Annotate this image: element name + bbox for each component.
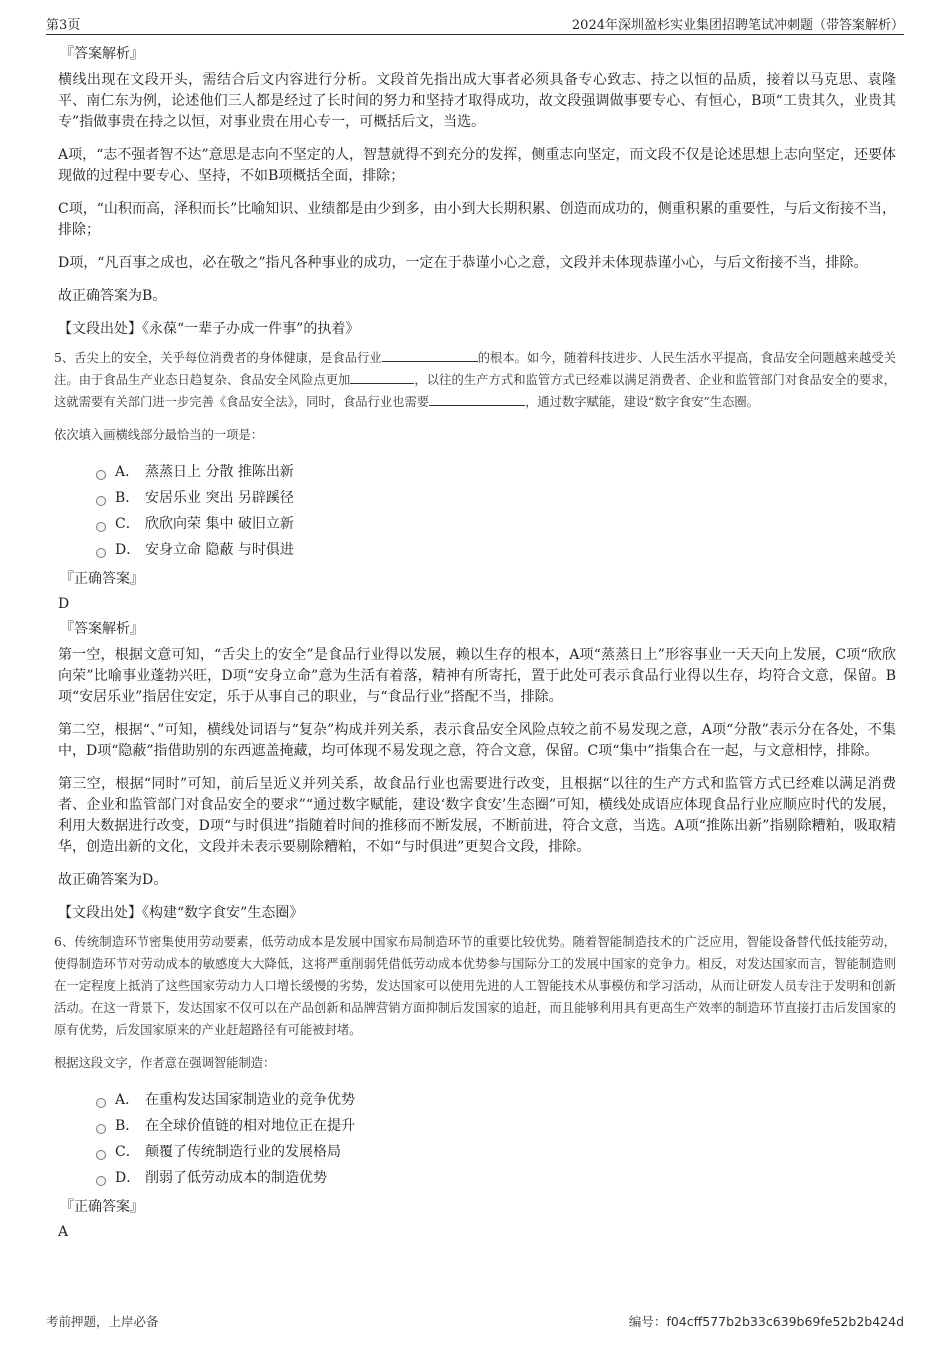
- source-citation: 【文段出处】《构建“数字食安”生态圈》: [58, 905, 304, 921]
- question-5-options: [96, 459, 896, 563]
- document-body: [56, 44, 896, 1247]
- page-number: 第3页: [46, 18, 81, 33]
- option-b[interactable]: B． 在全球价值链的相对地位正在提升: [96, 1113, 896, 1139]
- option-d[interactable]: D． 削弱了低劳动成本的制造优势: [96, 1165, 896, 1191]
- radio-icon[interactable]: [96, 470, 106, 480]
- analysis-paragraph: 第一空，根据文意可知，“舌尖上的安全”是食品行业得以发展，赖以生存的根本，A项“蒸蒸日上”形容事业一天天向上发展，C项“欣欣向荣”比喻事业蓬勃兴旺，D项“安身立命”意为生活有着落，精神有所寄托，置于此处可表示食品行业得以生存，均符合文意，保留。B项“安居乐业”指居住安定，乐于从事自己的职业，与“食品行业”搭配不当，排除。: [58, 647, 896, 705]
- document-code: 编号：f04cff577b2b33c639b69fe52b2b424d: [628, 1314, 904, 1329]
- analysis-paragraph: 横线出现在文段开头，需结合后文内容进行分析。文段首先指出成大事者必须具备专心致志、持之以恒的品质，接着以马克思、袁隆平、南仁东为例，论述他们三人都是经过了长时间的努力和坚持才取得成功，故文段强调做事要专心、有恒心，B项“工贵其久，业贵其专”指做事贵在持之以恒，对事业贵在用心专一，可概括后文，当选。: [58, 72, 896, 130]
- conclusion: 故正确答案为D。: [58, 872, 168, 888]
- question-5-text: 5、舌尖上的安全，关乎每位消费者的身体健康，是食品行业 的根本。如今，随着科技进步、人民生活水平提高，食品安全问题越来越受关注。由于食品生产业态日趋复杂、食品安全风险点更加 ，以往的生产方式和监管方式已经难以满足消费者、企业和监管部门对食品安全的要求，这就需要有关部门进一步完善《食品安全法》，同时，食品行业也需要 ，通过数字赋能，建设“数字食安”生态圈。: [54, 351, 896, 409]
- answer-tag: 『正确答案』: [60, 1199, 144, 1215]
- blank-3: [429, 393, 525, 406]
- analysis-paragraph: C项，“山积而高，泽积而长”比喻知识、业绩都是由少到多，由小到大长期积累、创造而成功的，侧重积累的重要性，与后文衔接不当，排除；: [58, 201, 896, 238]
- question-6-prompt: 根据这段文字，作者意在强调智能制造：: [54, 1056, 276, 1070]
- question-5-prompt: 依次填入画横线部分最恰当的一项是：: [54, 428, 264, 442]
- question-6-options: [96, 1087, 896, 1191]
- radio-icon[interactable]: [96, 522, 106, 532]
- footer-slogan: 考前押题，上岸必备: [46, 1314, 159, 1329]
- option-d[interactable]: D． 安身立命 隐蔽 与时俱进: [96, 537, 896, 563]
- blank-2: [350, 371, 414, 384]
- option-c[interactable]: C． 颠覆了传统制造行业的发展格局: [96, 1139, 896, 1165]
- radio-icon[interactable]: [96, 1098, 106, 1108]
- conclusion: 故正确答案为B。: [58, 288, 167, 304]
- option-c[interactable]: C． 欣欣向荣 集中 破旧立新: [96, 511, 896, 537]
- option-a[interactable]: A． 在重构发达国家制造业的竞争优势: [96, 1087, 896, 1113]
- correct-answer: A: [58, 1224, 69, 1240]
- analysis-paragraph: 第三空，根据“同时”可知，前后呈近义并列关系，故食品行业也需要进行改变，且根据“以往的生产方式和监管方式已经难以满足消费者、企业和监管部门对食品安全的要求”“通过数字赋能，建设‘数字食安’生态圈”可知，横线处成语应体现食品行业应顺应时代的发展，利用大数据进行改变，D项“与时俱进”指随着时间的推移而不断发展，不断前进，符合文意，当选。A项“推陈出新”指剔除糟粕，吸取精华，创造出新的文化，文段并未表示要剔除糟粕，不如“与时俱进”更契合文段，排除。: [58, 776, 896, 855]
- radio-icon[interactable]: [96, 1150, 106, 1160]
- document-title: 2024年深圳盈杉实业集团招聘笔试冲刺题（带答案解析）: [571, 18, 904, 33]
- analysis-paragraph: D项，“凡百事之成也，必在敬之”指凡各种事业的成功，一定在于恭谨小心之意，文段并未体现恭谨小心，与后文衔接不当，排除。: [58, 255, 868, 271]
- answer-tag: 『正确答案』: [60, 571, 144, 587]
- question-6-text: 6、传统制造环节密集使用劳动要素，低劳动成本是发展中国家布局制造环节的重要比较优势。随着智能制造技术的广泛应用，智能设备替代低技能劳动，使得制造环节对劳动成本的敏感度大大降低，这将严重削弱凭借低劳动成本优势参与国际分工的发展中国家的竞争力。相反，对发达国家而言，智能制造则在一定程度上抵消了这些国家劳动力人口增长缓慢的劣势，发达国家可以使用先进的人工智能技术从事模仿和学习活动，从而让研发人员专注于发明和创新活动。在这一背景下，发达国家不仅可以在产品创新和品牌营销方面抑制后发国家的追赶，而且能够利用具有更高生产效率的制造环节直接打击后发国家的原有优势，后发国家原来的产业赶超路径有可能被封堵。: [54, 935, 896, 1037]
- radio-icon[interactable]: [96, 1176, 106, 1186]
- analysis-tag: 『答案解析』: [60, 621, 144, 637]
- analysis-tag: 『答案解析』: [60, 46, 144, 62]
- radio-icon[interactable]: [96, 496, 106, 506]
- option-b[interactable]: B． 安居乐业 突出 另辟蹊径: [96, 485, 896, 511]
- page-header: [46, 12, 904, 35]
- radio-icon[interactable]: [96, 1124, 106, 1134]
- option-a[interactable]: A． 蒸蒸日上 分散 推陈出新: [96, 459, 896, 485]
- analysis-paragraph: 第二空，根据“、”可知，横线处词语与“复杂”构成并列关系，表示食品安全风险点较之前不易发现之意，A项“分散”表示分在各处，不集中，D项“隐蔽”指借助别的东西遮盖掩藏，均可体现不易发现之意，符合文意，保留。C项“集中”指集合在一起，与文意相悖，排除。: [58, 722, 896, 759]
- correct-answer: D: [58, 596, 70, 612]
- radio-icon[interactable]: [96, 548, 106, 558]
- blank-1: [382, 349, 478, 362]
- source-citation: 【文段出处】《永葆“一辈子办成一件事”的执着》: [58, 321, 360, 337]
- analysis-paragraph: A项，“志不强者智不达”意思是志向不坚定的人，智慧就得不到充分的发挥，侧重志向坚定，而文段不仅是论述思想上志向坚定，还要体现做的过程中要专心、坚持，不如B项概括全面，排除；: [58, 147, 896, 184]
